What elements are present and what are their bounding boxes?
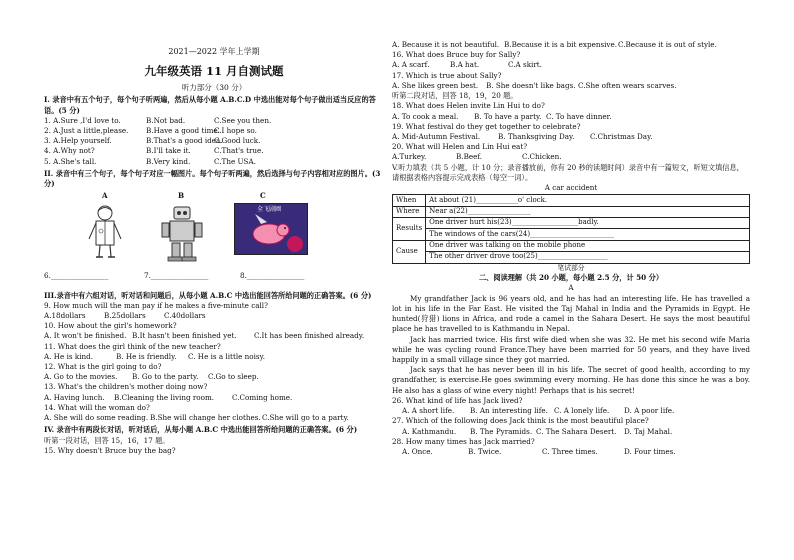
options-26: A. A short life. B. An interesting life. C. A lonely life. D. A poor life. xyxy=(402,406,675,416)
left-column xyxy=(44,40,384,456)
picture-label-b: B xyxy=(178,191,185,201)
table-row: Where Near a(22)__________________ xyxy=(393,206,750,217)
listening-heading: 听力部分（30 分） xyxy=(181,82,247,92)
question-27: 27. Which of the following does Jack think is the most beautiful place? xyxy=(392,416,649,426)
question-16: 16. What does Bruce buy for Sally? xyxy=(392,50,521,60)
question-15: 15. Why doesn't Bruce buy the bag? xyxy=(44,445,176,455)
options-19: A. Mid-Autumn Festival. B. Thanksgiving Day. C.Christmas Day. xyxy=(392,131,653,141)
section-4-title: IV. 录音中有两段长对话，听对话后，从每小题 A.B.C 中选出能回答所给问题的正确答案。(6 分) xyxy=(44,425,358,435)
options-14: A. She will do some reading. B.She will change her clothes. C.She will go to a party. xyxy=(44,413,349,423)
sign-text: 全飞剧圃 xyxy=(257,206,282,214)
car-accident-table xyxy=(392,194,750,263)
question-28: 28. How many times has Jack married? xyxy=(392,436,535,446)
robot-illustration xyxy=(160,203,204,263)
passage-label: A xyxy=(568,283,574,293)
section-2-title: II. 录音中有三个句子，每个句子对应一幅图片。每个句子听两遍，然后选择与句子内容相对应的图片。(3 分) xyxy=(44,168,381,189)
question-14: 14. What will the woman do? xyxy=(44,402,150,412)
question-13: 13. What's the children's mother doing now? xyxy=(44,382,208,392)
section-5-title: V.听力填表（共 5 小题，计 10 分；录音播放前，你有 20 秒的读题时间）录音中有一篇短文，听短文填信息，请根据表格内容提示完成表格（每空一词）。 xyxy=(392,162,744,182)
flying-pig-illustration xyxy=(234,203,308,255)
table-row: The windows of the cars(24)________________________ xyxy=(393,229,750,240)
question-20: 20. What will Helen and Lin Hui eat? xyxy=(392,142,528,152)
question-12: 12. What is the girl going to do? xyxy=(44,362,162,372)
options-18: A. To cook a meal. B. To have a party. C. To have dinner. xyxy=(392,111,612,121)
written-heading: 笔试部分 xyxy=(557,263,585,272)
answer-blank[interactable]: 7.________________ xyxy=(144,271,209,281)
table-row: Results One driver hurt his(23)___________________badly. xyxy=(393,218,750,229)
right-column xyxy=(392,40,750,457)
question-10: 10. How about the girl's homework? xyxy=(44,321,177,331)
question-row: 3. A.Help yourself. B.That's a good idea. C.Good luck. xyxy=(44,136,261,146)
table-row: When At about (21)____________o' clock. xyxy=(393,195,750,206)
question-row: 5. A.She's tall. B.Very kind. C.The USA. xyxy=(44,156,256,166)
options-17: A. She likes green best. B. She doesn't like bags. C.She often wears scarves. xyxy=(392,80,677,90)
question-row: 1. A.Sure ,I'd love to. B.Not bad. C.See you then. xyxy=(44,115,272,125)
options-16: A. A scarf. B.A hat. C.A skirt. xyxy=(392,60,542,70)
options-11: A. He is kind. B. He is friendly. C. He is a little noisy. xyxy=(44,351,266,361)
question-26: 26. What kind of life has Jack lived? xyxy=(392,395,523,405)
options-28: A. Once. B. Twice. C. Three times. D. Four times. xyxy=(402,446,676,456)
doctor-illustration xyxy=(84,203,126,261)
school-year: 2021—2022 学年上学期 xyxy=(168,47,260,56)
question-row: 2. A.Just a little,please. B.Have a good time. C.I hope so. xyxy=(44,125,257,135)
options-27: A. Kathmandu. B. The Pyramids. C. The Sahara Desert. D. Taj Mahal. xyxy=(402,426,673,436)
picture-options xyxy=(44,191,384,269)
options-13: A. Having lunch. B.Cleaning the living room. C.Coming home. xyxy=(44,392,293,402)
table-row: The other driver drove too(25)____________________ xyxy=(393,252,750,263)
question-9: 9. How much will the man pay if he makes a five-minute call? xyxy=(44,300,268,310)
options-20: A.Turkey. B.Beef. C.Chicken. xyxy=(392,152,562,162)
question-row: 4. A.Why not? B.I'll take it. C.That's true. xyxy=(44,146,264,156)
question-11: 11. What does the girl think of the new teacher? xyxy=(44,341,221,351)
options-12: A. Go to the movies. B. Go to the party. C.Go to sleep. xyxy=(44,372,259,382)
question-19: 19. What festival do they get together to celebrate? xyxy=(392,121,581,131)
reading-title: 二、阅读理解（共 20 小题，每小题 2.5 分，计 50 分） xyxy=(478,273,664,283)
question-18: 18. What does Helen invite Lin Hui to do? xyxy=(392,101,545,111)
answer-blank[interactable]: 6.________________ xyxy=(44,271,109,281)
passage-paragraph: My grandfather Jack is 96 years old, and he has had an interesting life. He has travelled a lot in his life in the Far East. He visited the Taj Mahal in India and the Pyramids in Egypt. He hunted(狩猎) lions in Africa, and rode a camel in the Sahara Desert. He says the most beautiful place he has travelled to is Kathmandu in Nepal. xyxy=(392,293,750,334)
dialogue-1-instruction: 听第一段对话，回答 15，16，17 题。 xyxy=(44,435,170,445)
question-17: 17. Which is true about Sally? xyxy=(392,70,502,80)
section-1-items xyxy=(44,116,384,167)
options-15: A. Because it is not beautiful. B.Because it is a bit expensive. C.Because it is out of style. xyxy=(392,40,717,49)
options-9: A.18dollars B.25dollars C.40dollars xyxy=(44,310,206,320)
exam-title: 九年级英语 11 月自测试题 xyxy=(144,64,284,79)
section-3-title: III.录音中有六组对话，听对话和问题后，从每小题 A.B.C 中选出能回答所给问题的正确答案。(6 分) xyxy=(44,290,372,300)
picture-label-a: A xyxy=(102,191,108,201)
picture-answer-blanks xyxy=(44,271,384,281)
table-row: Cause One driver was talking on the mobile phone xyxy=(393,240,750,251)
dialogue-2-instruction: 听第二段对话，回答 18，19，20 题。 xyxy=(392,91,518,101)
passage-paragraph: Jack says that he has never been ill in his life. The secret of good health, according to my grandfather, is exercise.He goes swimming every morning. He has done this since he was a boy. He also has a glass of wine every night! Perhaps that is his secret! xyxy=(392,365,750,395)
options-10: A. It won't be finished. B.It hasn't been finished yet. C.It has been finished already. xyxy=(44,331,365,341)
table-caption: A car accident xyxy=(544,183,598,193)
passage-paragraph: Jack has married twice. His first wife died when she was 32. He met his second wife Maria while he was cycling round France.They have been married for 50 years, and they have lived happily in a small village since they got married. xyxy=(392,334,750,365)
answer-blank[interactable]: 8.________________ xyxy=(240,271,305,281)
picture-label-c: C xyxy=(260,191,266,201)
section-1-title: I. 录音中有五个句子，每个句子听两遍，然后从每小题 A.B.C.D 中选出能对每个句子做出适当反应的答语。(5 分) xyxy=(44,95,376,115)
